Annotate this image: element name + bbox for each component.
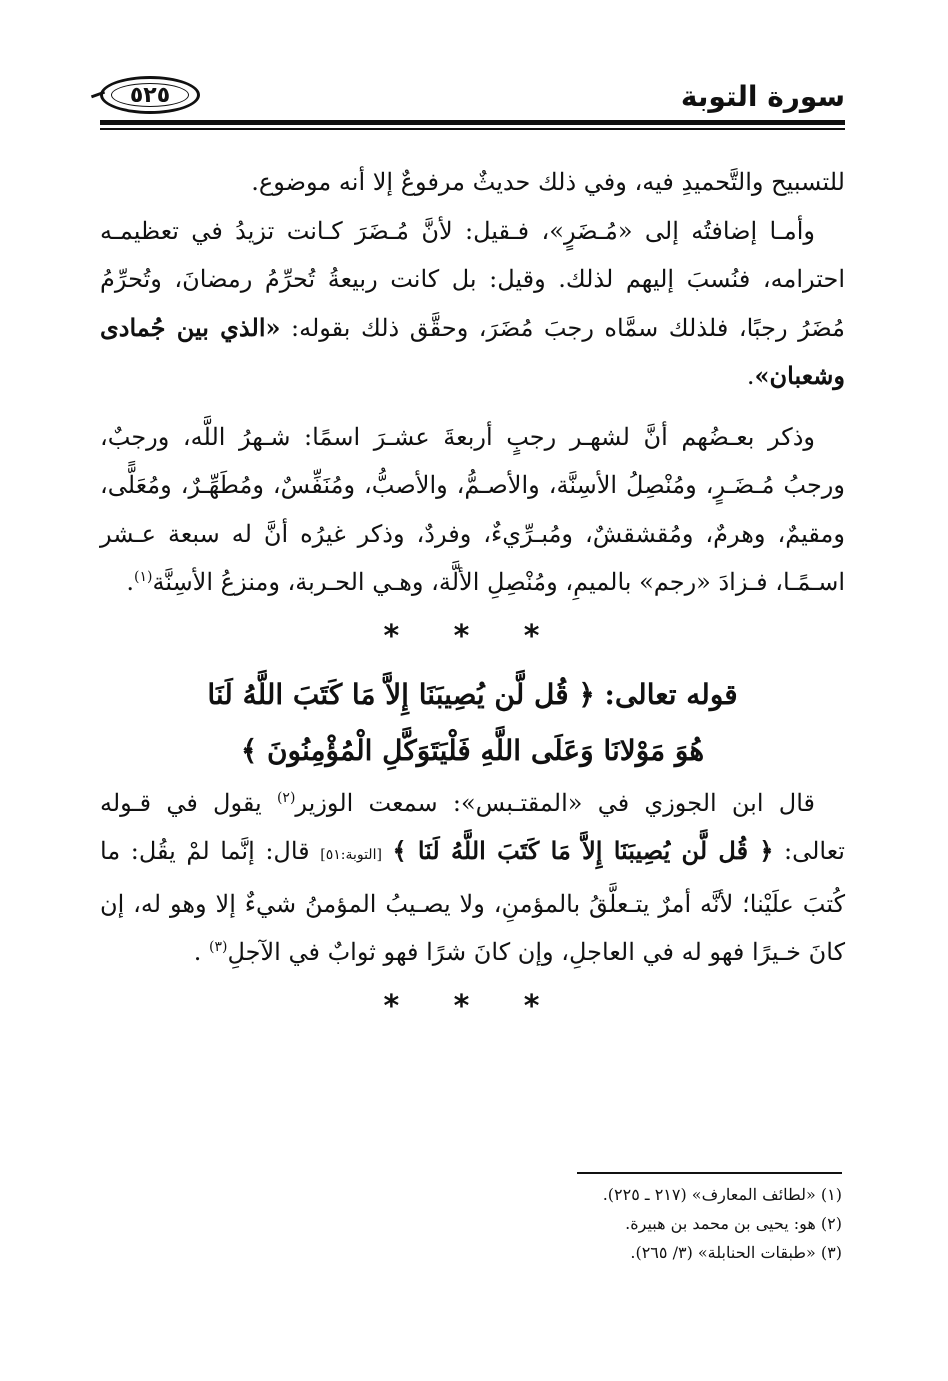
paragraph-3-text: وذكر بعـضُهم أنَّ لشهـر رجبٍ أربعةَ عشـرَ اسمًا: شـهرُ اللَّه، ورجبٌ، ورجبُ مُـضَـرٍ، ومُنْصِلُ الأسِنَّة، والأصـمُّ، والأصبُّ، ومُنَفِّسٌ، ومُطَهِّـرٌ، ومُعَلًّى، ومقيمٌ، وهرمٌ، ومُقشقشٌ، ومُبـرِّيءٌ، وفردٌ، وذكر غيرُه أنَّ له سبعة عـشر اسـمًـا، فـزادَ «رجم» بالميمِ، ومُنْصِلِ الألَّة، وهـي الحـربة، ومنزعُ الأسِنَّة (100, 422, 845, 596)
page-number: ٥٢٥ (111, 83, 189, 107)
footnote-1: (١) «لطائف المعارف» (٢١٧ ـ ٢٢٥). (602, 1185, 842, 1204)
hadith-quote: «الذي بين جُمادى وشعبان» (100, 312, 845, 390)
footnotes (500, 1180, 842, 1267)
section-heading (100, 667, 845, 779)
heading-line-1: قوله تعالى: ﴿ قُل لَّن يُصِيبَنَا إِلاَّ مَا كَتَبَ اللَّهُ لَنَا (207, 677, 738, 711)
paragraph-4-end: . (193, 938, 209, 966)
paragraph-2-end: . (746, 362, 755, 390)
main-text (100, 158, 845, 1037)
footnote-marker-2[interactable]: (٢) (276, 789, 296, 806)
quoted-ayah: ﴿ قُل لَّن يُصِيبَنَا إِلاَّ مَا كَتَبَ اللَّهُ لَنَا ﴾ (392, 836, 774, 865)
ayah-reference: [التوبة:٥١] (320, 847, 382, 863)
footnote-3: (٣) «طبقات الحنابلة» (٣/ ٢٦٥). (630, 1243, 842, 1262)
footnote-marker-1[interactable]: (١) (133, 569, 153, 585)
footnote-marker-3[interactable]: (٣) (209, 939, 228, 955)
surah-title: سورة التوبة (680, 80, 845, 113)
header-rule-thick (100, 120, 845, 125)
paragraph-4 (100, 779, 845, 977)
header-rule-thin (100, 128, 845, 130)
paragraph-4-text-b: يقول في قـوله تعالى: (100, 788, 845, 865)
paragraph-4-text-c: قال: إنَّما لمْ يقُل: ما كُتبَ علَيْنا؛ لأنَّه أمرٌ يتـعلَّقُ بالمؤمنِ، ولا يصـيبُ المؤمنُ شيءٌ إلا وهو له، إن كانَ خـيرًا فهو له في العاجلِ، وإن كانَ شرًا فهو ثوابٌ في الآجلِ (100, 837, 845, 966)
page-number-badge (100, 76, 200, 114)
footnote-divider (577, 1172, 842, 1174)
paragraph-2-text: وأمـا إضافتُه إلى «مُـضَرٍ»، فـقيل: لأنَّ مُـضَرَ كـانت تزيدُ في تعظيمـه احترامه، فنُسبَ إليهم لذلك. وقيل: بل كانت ربيعةُ تُحرِّمُ رمضانَ، وتُحرِّمُ مُضَرُ رجبًا، فلذلك سمَّاه رجبَ مُضَرَ، وحقَّق ذلك بقوله: (100, 216, 845, 342)
paragraph-2 (100, 207, 845, 401)
paragraph-1: للتسبيح والتَّحميدِ فيه، وفي ذلك حديثٌ مرفوعٌ إلا أنه موضوع. (251, 168, 845, 196)
heading-line-2: هُوَ مَوْلانَا وَعَلَى اللَّهِ فَلْيَتَوَكَّلِ الْمُؤْمِنُونَ ﴾ (240, 733, 705, 767)
separator-stars-1: * * * (383, 618, 562, 654)
paragraph-3 (100, 413, 845, 607)
paragraph-3-end: . (126, 568, 134, 596)
footnote-2: (٢) هو: يحيى بن محمد بن هبيرة. (625, 1214, 842, 1233)
paragraph-4-text-a: قال ابن الجوزي في «المقتـبس»: سمعت الوزير (295, 788, 815, 817)
separator-stars-2: * * * (383, 988, 562, 1024)
